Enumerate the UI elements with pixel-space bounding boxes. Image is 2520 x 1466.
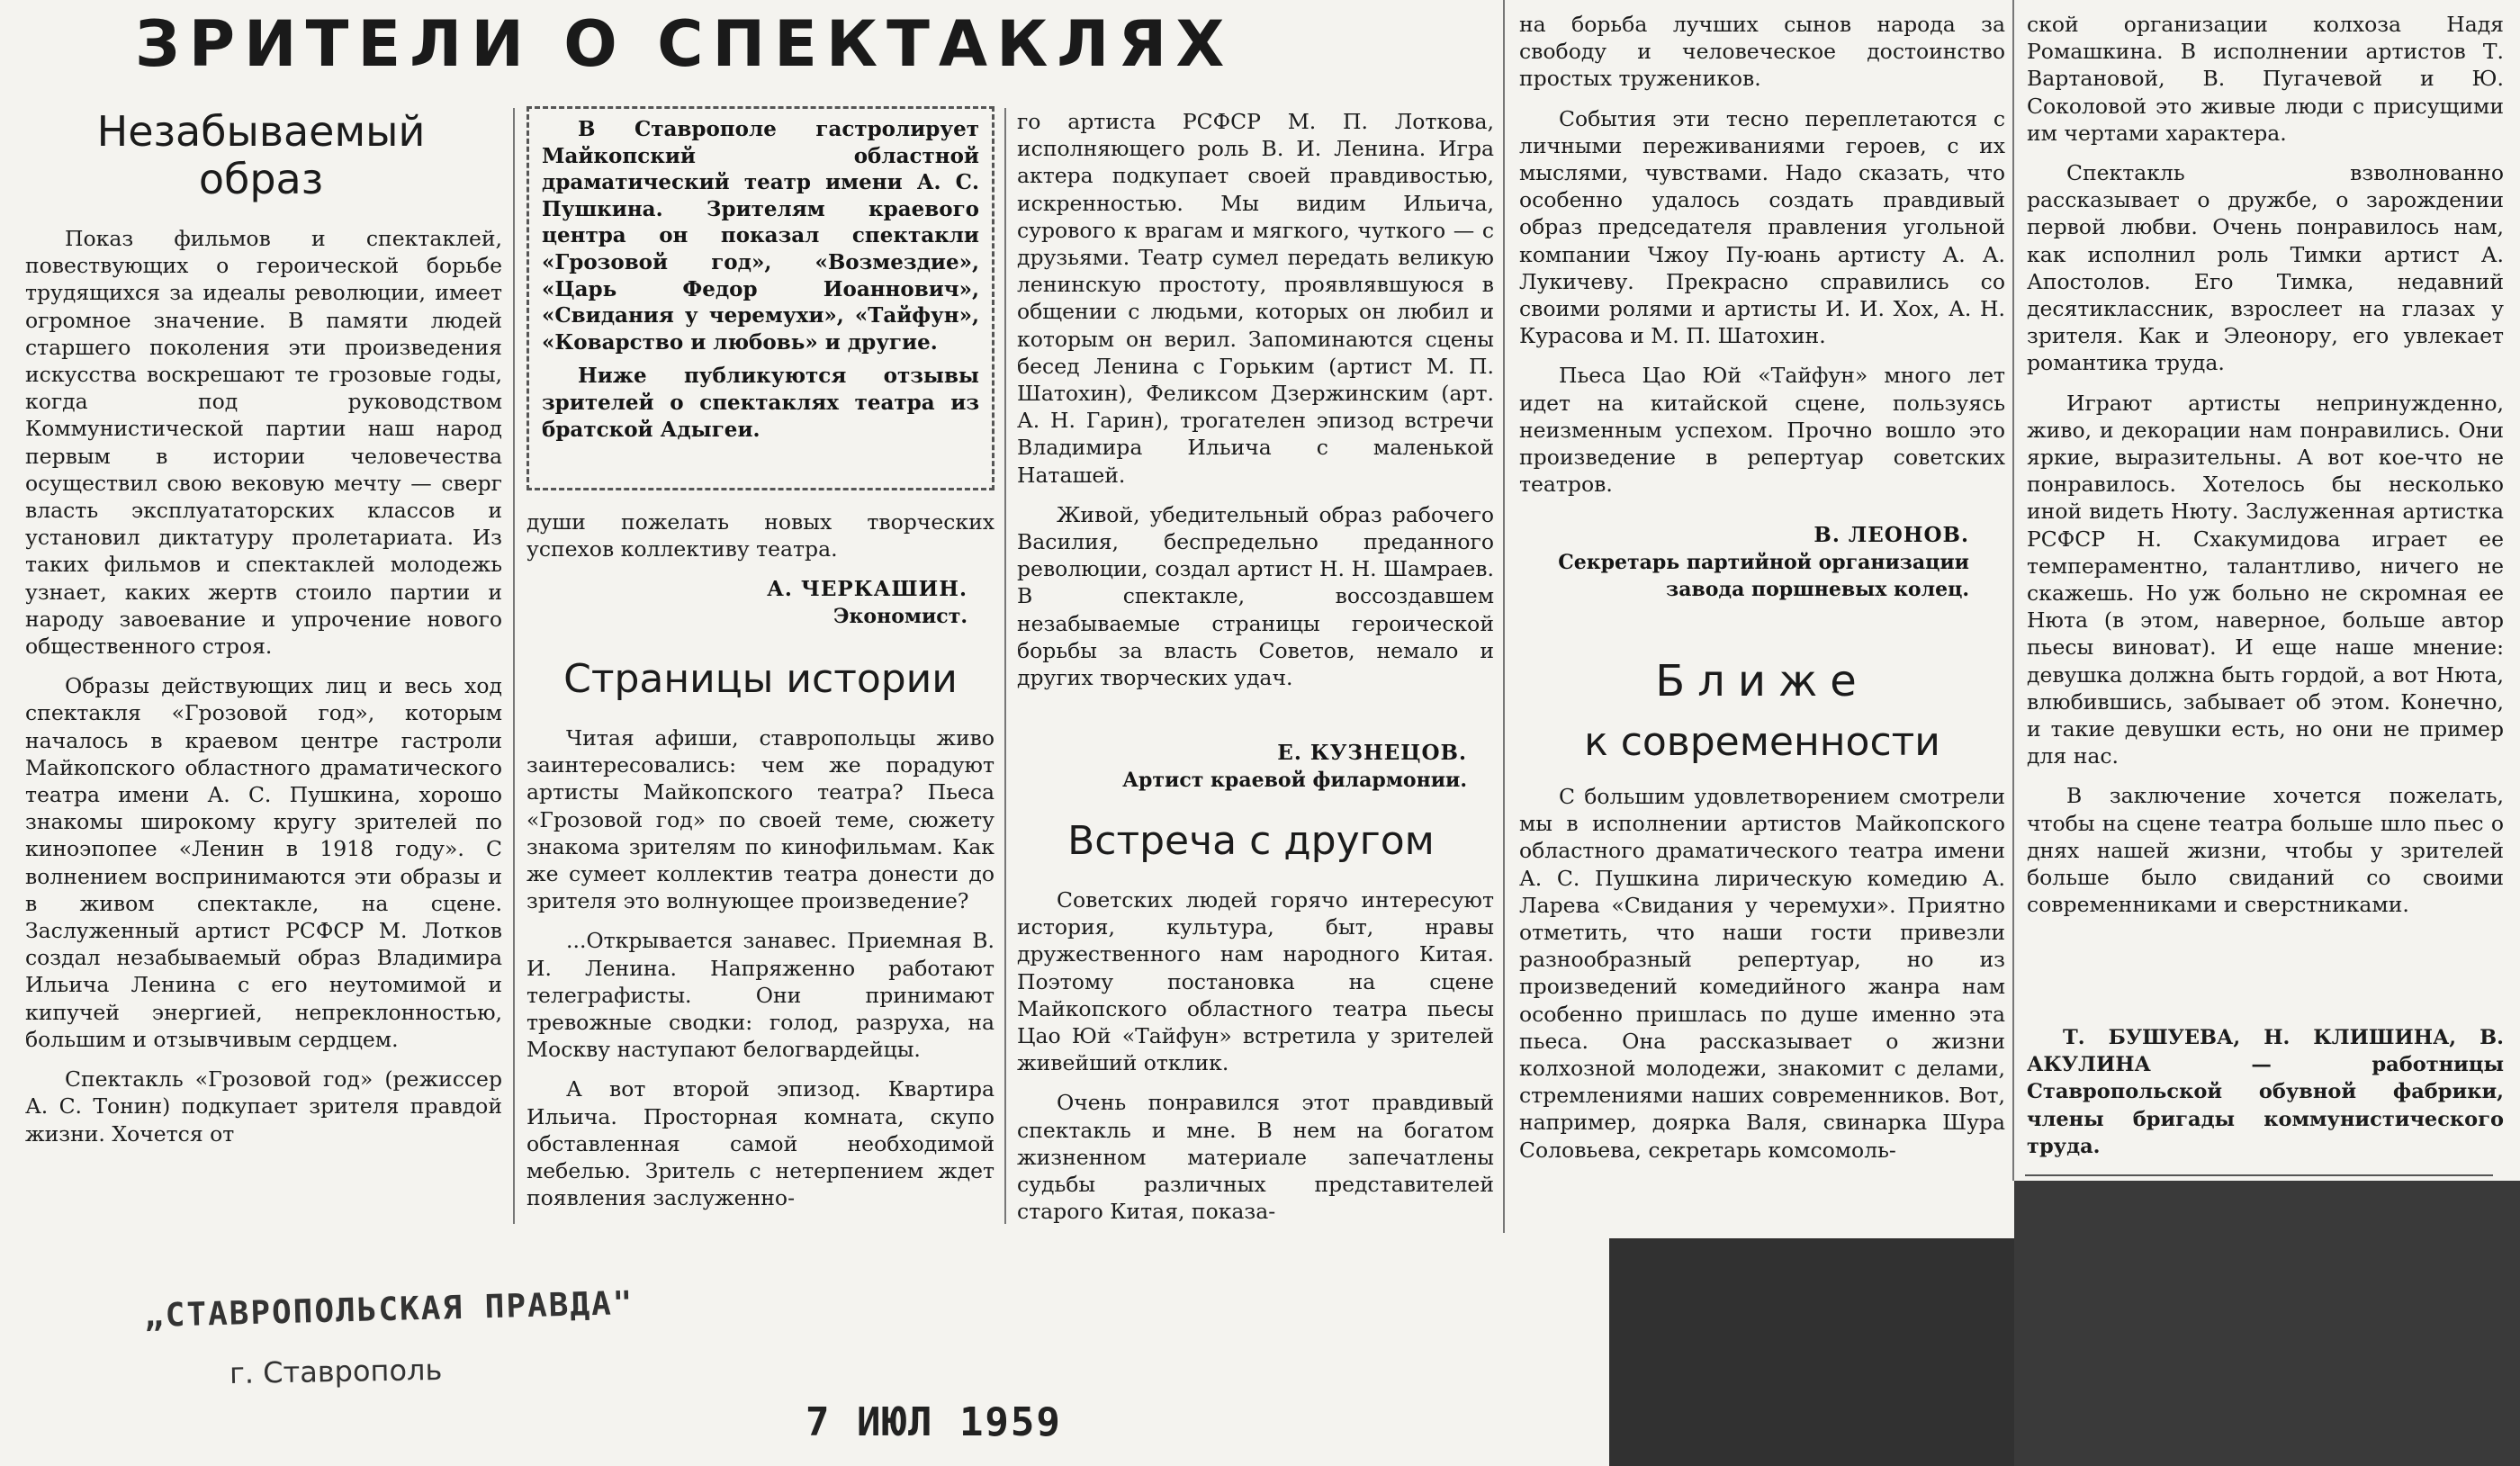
- paragraph: В заключение хочется пожелать, чтобы на сцене театра больше шло пьес о днях нашей жизни, чтобы у зрителей больше было свиданий со своими современниками и сверстниками.: [2027, 783, 2504, 918]
- article-title: Ближе: [1655, 656, 1869, 706]
- signature: [1519, 522, 1969, 603]
- paragraph: С большим удовлетворением смотрели мы в исполнении артистов Майкопского областного драматического театра имени А. С. Пушкина лирическую комедию А. Ларева «Свидания у черемухи». Приятно отметить, что наши гости привезли разнообразный репертуар, но из произведений комедийного жанра нам особенно пришлась по душе именно эта пьеса. Она рассказывает о жизни колхозной молодежи, знакомит с делами, стремлениями наших современников. Вот, например, доярка Валя, свинарка Шура Соловьева, секретарь комсомоль-: [1519, 784, 2005, 1163]
- newspaper-stamp: „СТАВРОПОЛЬСКАЯ ПРАВДА": [143, 1284, 634, 1336]
- column-rule: [2012, 0, 2014, 1181]
- paragraph: Играют артисты непринужденно, живо, и декорации нам понравились. Они яркие, выразительны. А вот кое-что не понравилось. Хотелось бы несколько иной видеть Нюту. Заслуженная артистка РСФСР Н. Схакумидова играет ее темпераментно, талантливо, ничего не скажешь. Но уж больно не скромная ее Нюта (в этом, наверное, больше автор пьесы виноват). И еще наше мнение: девушка должна быть гордой, а вот Нюта, влюбившись, забывает об этом. Конечно, и такие девушки есть, но они не пример для нас.: [2027, 390, 2504, 769]
- end-rule: [2025, 1174, 2493, 1176]
- author-role: Артист краевой филармонии.: [1122, 769, 1467, 792]
- paragraph: души пожелать новых творческих успехов коллективу театра.: [526, 509, 994, 562]
- paragraph: Очень понравился этот правдивый спектакль и мне. В нем на богатом жизненном материале запечатлены судьбы различных представителей старого Китая, показа-: [1017, 1090, 1494, 1225]
- article-title: к современности: [1584, 719, 1940, 765]
- article-column: [526, 724, 994, 1224]
- article-title: Незабываемый образ: [96, 107, 426, 203]
- date-stamp: 7 ИЮЛ 1959: [806, 1399, 1062, 1445]
- column-rule: [1004, 108, 1006, 1224]
- article-column: [25, 225, 502, 1160]
- article-title: Встреча с другом: [1067, 818, 1435, 864]
- paragraph: Живой, убедительный образ рабочего Василия, беспредельно преданного революции, создал артист Н. Н. Шамраев. В спектакле, воссоздавшем незабываемые страницы героической борьбы за власть Советов, немало и других творческих удач.: [1017, 501, 1494, 691]
- author-name: Е. КУЗНЕЦОВ.: [1277, 741, 1467, 765]
- intro-box: [526, 106, 994, 490]
- article-column: [1017, 886, 1494, 1237]
- article-title: Страницы истории: [563, 656, 958, 702]
- background-dark: [2014, 1181, 2520, 1466]
- paragraph: Спектакль взволнованно рассказывает о дружбе, о зарождении первой любви. Очень понравилось нам, как исполнил роль Тимки артист А. Апостолов. Его Тимка, недавний десятиклассник, взрослеет на глазах у зрителя. Как и Элеонору, его увлекает романтика труда.: [2027, 160, 2504, 376]
- article-column: [2027, 11, 2504, 931]
- paragraph: Пьеса Цао Юй «Тайфун» много лет идет на китайской сцене, пользуясь неизменным успехом. Прочно вошло это произведение в репертуар советских театров.: [1519, 363, 2005, 498]
- column-rule: [1503, 0, 1505, 1233]
- background-dark: [1609, 1238, 2014, 1466]
- article-column: [526, 508, 994, 575]
- article-column: [1519, 783, 2005, 1176]
- author-name: А. ЧЕРКАШИН.: [767, 577, 968, 601]
- paragraph: ...Открывается занавес. Приемная В. И. Ленина. Напряженно работают телеграфисты. Они принимают тревожные сводки: голод, разруха, на Москву наступают белогвардейцы.: [526, 928, 994, 1063]
- city-stamp: г. Ставрополь: [229, 1352, 443, 1391]
- clipping-stamp-area: [0, 1238, 1609, 1466]
- paragraph: Советских людей горячо интересуют история, культура, быт, нравы дружественного нам народного Китая. Поэтому постановка на сцене Майкопского областного театра пьесы Цао Юй «Тайфун» встретила у зрителей живейший отклик.: [1017, 887, 1494, 1076]
- paragraph: Показ фильмов и спектаклей, повествующих о героической борьбе трудящихся за идеалы революции, имеет огромное значение. В памяти людей старшего поколения эти произведения искусства воскрешают те грозовые годы, когда под руководством Коммунистической партии наш народ первым в истории человечества осуществил свою вековую мечту — сверг власть эксплуататорских классов и установил диктатуру пролетариата. Из таких фильмов и спектаклей молодежь узнает, каких жертв стоило партии и народу завоевание и упрочение нового общественного строя.: [25, 226, 502, 660]
- intro-text: В Ставрополе гастролирует Майкопский областной драматический театр имени А. С. Пушкина. Зрителям краевого центра он показал спектакли «Грозовой год», «Возмездие», «Царь Федор Иоаннович», «Свидания у черемухи», «Тайфун», «Коварство и любовь» и другие.: [542, 117, 979, 355]
- paragraph: Спектакль «Грозовой год» (режиссер А. С. Тонин) подкупает зрителя правдой жизни. Хочется от: [25, 1066, 502, 1147]
- article-column: [1519, 11, 2005, 510]
- intro-text: Ниже публикуются отзывы зрителей о спектаклях театра из братской Адыгеи.: [542, 364, 979, 442]
- article-column: [1017, 108, 1494, 704]
- signature: [1017, 740, 1467, 794]
- paragraph: Образы действующих лиц и весь ход спектакля «Грозовой год», которым началось в краевом центре гастроли Майкопского областного драматического театра имени А. С. Пушкина, хорошо знакомы широкому кругу зрителей по киноэпопее «Ленин в 1918 году». С волнением воспринимаются эти образы и в живом спектакле, на сцене. Заслуженный артист РСФСР М. Лотков создал незабываемый образ Владимира Ильича Ленина с его неутомимой и кипучей энергией, непреклонностью, большим и отзывчивым сердцем.: [25, 673, 502, 1052]
- author-role: Экономист.: [833, 605, 968, 628]
- signature: Т. БУШУЕВА, Н. КЛИШИНА, В. АКУЛИНА — работницы Ставропольской обувной фабрики, члены бригады коммунистического труда.: [2027, 1026, 2504, 1158]
- signature: [526, 576, 968, 630]
- paragraph: События эти тесно переплетаются с личными переживаниями героев, с их мыслями, чувствами. Надо сказать, что особенно удалось создать правдивый образ председателя правления угольной компании Чжоу Пу-юань артисту А. А. Лукичеву. Прекрасно справились со своими ролями и артисты И. И. Хох, А. Н. Курасова и М. П. Шатохин.: [1519, 105, 2005, 349]
- paragraph: А вот второй эпизод. Квартира Ильича. Просторная комната, скупо обставленная самой необходимой мебелью. Зритель с нетерпением ждет появления заслуженно-: [526, 1076, 994, 1211]
- paragraph: Читая афиши, ставропольцы живо заинтересовались: чем же порадуют артисты Майкопского театра? Пьеса «Грозовой год» по своей теме, сюжету знакома зрителям по кинофильмам. Как же сумеет коллектив театра донести до зрителя это волнующее произведение?: [526, 725, 994, 914]
- author-name: В. ЛЕОНОВ.: [1814, 523, 1969, 547]
- paragraph: го артиста РСФСР М. П. Лоткова, исполняющего роль В. И. Ленина. Игра актера подкупает своей правдивостью, искренностью. Мы видим Ильича, сурового к врагам и мягкого, чуткого — с друзьями. Театр сумел передать великую ленинскую простоту, проявлявшуюся в общении с людьми, которых он любил и которым он верил. Запоминаются сцены бесед Ленина с Горьким (артист М. П. Шатохин), Феликсом Дзержинским (арт. А. Н. Гарин), трогателен эпизод встречи Владимира Ильича с маленькой Наташей.: [1017, 109, 1494, 488]
- column-rule: [513, 108, 515, 1224]
- paragraph: на борьба лучших сынов народа за свободу и человеческое достоинство простых тружеников.: [1519, 12, 2005, 92]
- page-headline: ЗРИТЕЛИ О СПЕКТАКЛЯХ: [135, 7, 1234, 81]
- paragraph: ской организации колхоза Надя Ромашкина. В исполнении артистов Т. Вартановой, В. Пугачевой и Ю. Соколовой это живые люди с присущими им чертами характера.: [2027, 12, 2504, 146]
- author-role: Секретарь партийной организации завода поршневых колец.: [1558, 551, 1969, 601]
